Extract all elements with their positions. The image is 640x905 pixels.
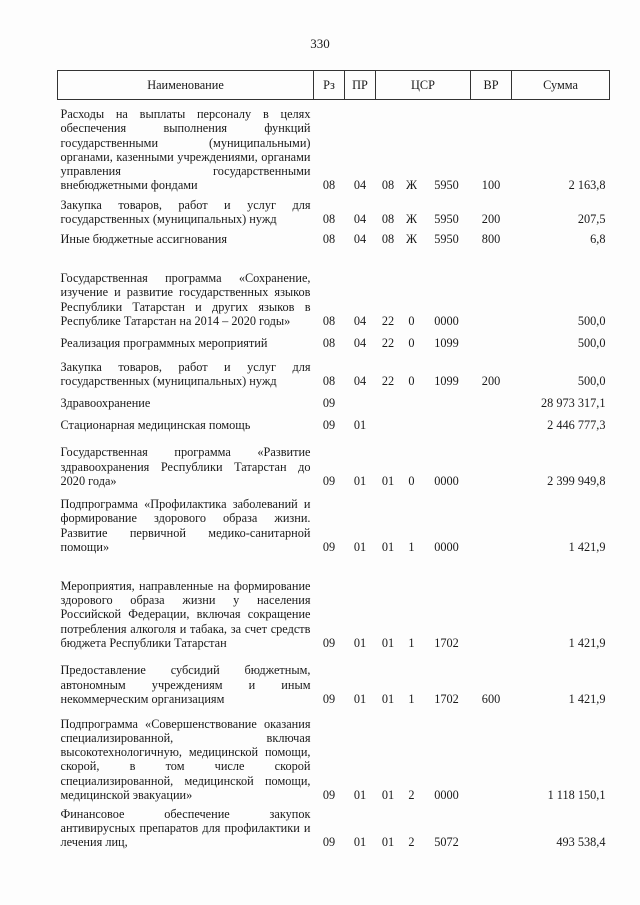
row-csr-direction: 1099	[434, 335, 459, 350]
row-rz: 09	[322, 835, 336, 850]
row-csr-subprogram: 1	[408, 539, 415, 554]
header-rz: Рз	[314, 71, 345, 100]
row-csr-direction: 0000	[434, 539, 459, 554]
table-row	[58, 413, 610, 435]
row-csr-direction: 5950	[434, 211, 459, 226]
budget-table	[57, 70, 610, 853]
header-vr: ВР	[471, 71, 512, 100]
row-csr-direction: 0000	[434, 787, 459, 802]
table-row	[58, 435, 610, 491]
table-header-row	[58, 71, 610, 100]
row-csr-direction: 5950	[434, 231, 459, 246]
row-vr	[471, 391, 512, 413]
row-csr-program: 01	[381, 835, 395, 850]
table-row	[58, 805, 610, 853]
row-name: Здравоохранение	[60, 395, 151, 410]
row-pr: 01	[353, 835, 367, 850]
row-csr-program	[376, 391, 401, 413]
row-rz: 08	[322, 313, 336, 328]
row-sum: 500,0	[577, 335, 606, 350]
row-sum: 1 421,9	[568, 691, 606, 706]
row-csr-direction: 1702	[434, 635, 459, 650]
row-pr: 01	[353, 635, 367, 650]
row-vr: 600	[481, 691, 501, 706]
row-csr-direction: 1702	[434, 691, 459, 706]
table-row	[58, 557, 610, 653]
row-sum: 28 973 317,1	[540, 395, 606, 410]
row-pr: 04	[353, 313, 367, 328]
header-sum: Сумма	[512, 71, 610, 100]
row-name: Мероприятия, направленные на формирование здорового образа жизни у населения Российской Федерации, включая сокращение потребления алкоголя и табака, за счет средств бюджета Республики Татарстан	[60, 578, 311, 650]
row-csr-subprogram: 0	[408, 473, 415, 488]
row-name: Иные бюджетные ассигнования	[60, 231, 228, 246]
row-csr-program: 01	[381, 787, 395, 802]
row-vr	[471, 491, 512, 557]
row-csr-program: 22	[381, 335, 395, 350]
table-body	[58, 100, 610, 853]
table-row	[58, 653, 610, 709]
row-rz: 08	[322, 231, 336, 246]
row-csr-program: 01	[381, 473, 395, 488]
row-vr: 200	[481, 211, 501, 226]
row-name: Государственная программа «Развитие здравоохранения Республики Татарстан до 2020 года»	[60, 445, 311, 488]
row-name: Подпрограмма «Профилактика заболеваний и формирование здорового образа жизни. Развитие первичной медико-санитарной помощи»	[60, 497, 311, 554]
row-csr-subprogram: 2	[408, 787, 415, 802]
row-rz: 09	[322, 473, 336, 488]
row-csr-program: 08	[381, 178, 395, 193]
row-sum: 6,8	[590, 231, 606, 246]
row-csr-subprogram: Ж	[405, 211, 418, 226]
row-csr-subprogram: 2	[408, 835, 415, 850]
row-sum: 1 118 150,1	[547, 787, 606, 802]
row-csr-direction	[423, 413, 471, 435]
table-row	[58, 709, 610, 805]
table-row	[58, 229, 610, 249]
row-vr	[471, 435, 512, 491]
row-pr: 04	[353, 335, 367, 350]
table-row	[58, 100, 610, 196]
row-vr	[471, 331, 512, 353]
row-rz: 09	[322, 539, 336, 554]
row-name: Предоставление субсидий бюджетным, автономным учреждениям и иным некоммерческим организациям	[60, 663, 311, 706]
row-csr-program: 22	[381, 313, 395, 328]
row-sum: 500,0	[577, 313, 606, 328]
row-csr-subprogram: 0	[408, 373, 415, 388]
row-name: Закупка товаров, работ и услуг для государственных (муниципальных) нужд	[60, 359, 311, 388]
row-pr: 01	[353, 473, 367, 488]
row-vr	[471, 805, 512, 853]
row-csr-direction: 5072	[434, 835, 459, 850]
row-rz: 09	[322, 787, 336, 802]
row-rz: 09	[322, 635, 336, 650]
row-pr: 01	[353, 787, 367, 802]
header-pr: ПР	[345, 71, 376, 100]
row-vr	[471, 557, 512, 653]
row-rz: 08	[322, 335, 336, 350]
row-csr-direction: 0000	[434, 313, 459, 328]
table-row	[58, 491, 610, 557]
header-name: Наименование	[58, 71, 314, 100]
row-vr: 800	[481, 231, 501, 246]
row-csr-program: 01	[381, 691, 395, 706]
row-sum: 2 163,8	[568, 178, 606, 193]
row-pr	[345, 391, 376, 413]
row-rz: 08	[322, 211, 336, 226]
row-rz: 08	[322, 178, 336, 193]
row-csr-direction: 1099	[434, 373, 459, 388]
row-sum: 493 538,4	[556, 835, 606, 850]
row-pr: 01	[353, 417, 367, 432]
row-rz: 09	[322, 395, 336, 410]
row-sum: 2 399 949,8	[547, 473, 606, 488]
row-csr-subprogram: 1	[408, 635, 415, 650]
row-vr: 200	[481, 373, 501, 388]
row-sum: 1 421,9	[568, 635, 606, 650]
row-name: Подпрограмма «Совершенствование оказания специализированной, включая высокотехнологичную, медицинской помощи, скорой, в том числе скорой специализированной, медицинской помощи, медицинской эвакуации»	[60, 716, 311, 802]
row-name: Стационарная медицинская помощь	[60, 417, 251, 432]
row-csr-program: 01	[381, 635, 395, 650]
row-pr: 01	[353, 539, 367, 554]
page-number: 330	[310, 36, 330, 51]
row-csr-program: 22	[381, 373, 395, 388]
row-name: Финансовое обеспечение закупок антивирусных препаратов для профилактики и лечения лиц,	[60, 806, 311, 850]
row-rz: 09	[322, 691, 336, 706]
row-csr-subprogram	[401, 391, 423, 413]
row-vr: 100	[481, 178, 501, 193]
row-vr	[471, 249, 512, 331]
header-csr: ЦСР	[376, 71, 471, 100]
row-csr-program: 01	[381, 539, 395, 554]
row-pr: 04	[353, 373, 367, 388]
table-row	[58, 391, 610, 413]
row-name: Государственная программа «Сохранение, изучение и развитие государственных языков Республики Татарстан и других языков в Республике Татарстан на 2014 – 2020 годы»	[60, 271, 311, 328]
row-csr-subprogram: Ж	[405, 231, 418, 246]
row-sum: 1 421,9	[568, 539, 606, 554]
row-name: Закупка товаров, работ и услуг для государственных (муниципальных) нужд	[60, 197, 311, 226]
table-row	[58, 196, 610, 229]
row-pr: 01	[353, 691, 367, 706]
row-sum: 207,5	[577, 211, 606, 226]
table-row	[58, 331, 610, 353]
row-csr-subprogram: 0	[408, 313, 415, 328]
row-sum: 500,0	[577, 373, 606, 388]
row-name: Расходы на выплаты персоналу в целях обеспечения выполнения функций государственными (муниципальными) органами, казенными учреждениями, органами управления государственными внебюджетными фондами	[60, 107, 311, 193]
row-name: Реализация программных мероприятий	[60, 335, 268, 350]
row-vr	[471, 709, 512, 805]
row-csr-direction	[423, 391, 471, 413]
row-vr	[471, 413, 512, 435]
row-pr: 04	[353, 178, 367, 193]
row-rz: 08	[322, 373, 336, 388]
row-pr: 04	[353, 231, 367, 246]
row-sum: 2 446 777,3	[547, 417, 606, 432]
row-csr-direction: 0000	[434, 473, 459, 488]
row-csr-program: 08	[381, 211, 395, 226]
row-csr-direction: 5950	[434, 178, 459, 193]
row-csr-subprogram	[401, 413, 423, 435]
table-row	[58, 249, 610, 331]
table-row	[58, 353, 610, 391]
row-csr-subprogram: 1	[408, 691, 415, 706]
row-csr-subprogram: 0	[408, 335, 415, 350]
row-csr-program: 08	[381, 231, 395, 246]
row-csr-subprogram: Ж	[405, 178, 418, 193]
row-rz: 09	[322, 417, 336, 432]
row-csr-program	[376, 413, 401, 435]
row-pr: 04	[353, 211, 367, 226]
